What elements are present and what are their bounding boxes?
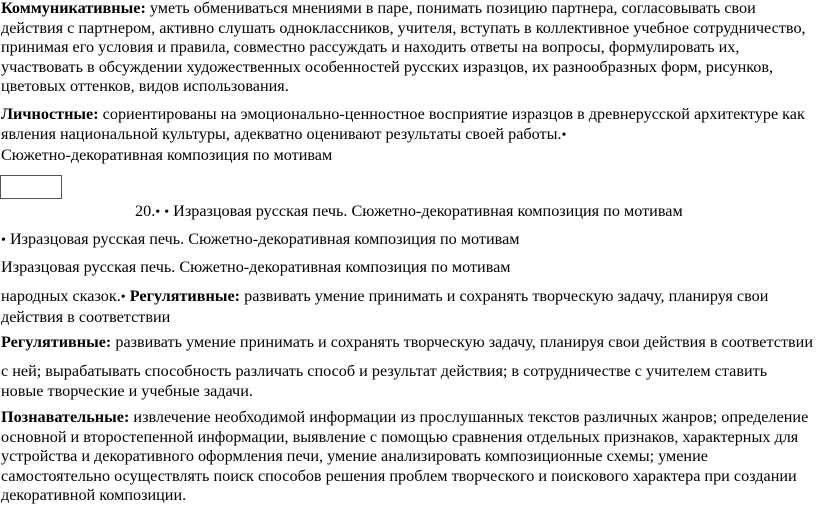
communicative-paragraph	[1, 0, 813, 97]
bullet-line	[1, 230, 813, 251]
plain-line: Изразцовая русская печь. Сюжетно-декоративная композиция по мотивам	[1, 258, 511, 276]
regulative-paragraph	[1, 333, 813, 353]
communicative-label: Коммуникативные:	[1, 0, 146, 17]
cognitive-label: Познавательные:	[1, 408, 130, 426]
slide-number: 20.	[135, 202, 156, 220]
bullet-icon: •	[155, 205, 161, 220]
personal-text: сориентированы на эмоционально-ценностное восприятие изразцов в древнерусской архитектуре как явления национальной культуры, адекватно оценивают результаты своей работы.	[1, 105, 805, 143]
personal-label: Личностные:	[1, 105, 99, 123]
cognitive-text: извлечение необходимой информации из прослушанных текстов различных жанров; определение основной и второстепенной информации, выявление с помощью сравнения отдельных признаков, характерных для устройства и декоративного оформления печи, умение анализировать композиционные схемы; умение самостоятельно осуществлять поиск способов решения проблем творческого и поискового характера при создании декоративной композиции.	[1, 408, 809, 504]
bullet-line-text: Изразцовая русская печь. Сюжетно-декоративная композиция по мотивам	[5, 230, 520, 248]
folk-tales-paragraph	[1, 287, 813, 327]
cognitive-paragraph	[1, 408, 813, 506]
bullet-icon: •	[561, 127, 567, 143]
regulative-label: Регулятивные:	[125, 287, 241, 305]
regulative-text: развивать умение принимать и сохранять творческую задачу, планируя свои действия в соответствии	[1, 287, 769, 326]
regulative-text: развивать умение принимать и сохранять творческую задачу, планируя свои действия в соответствии	[111, 333, 813, 351]
personal-paragraph	[1, 105, 813, 145]
caption-fragment: Сюжетно-декоративная композиция по мотивам	[1, 146, 333, 164]
bullet-icon: •	[164, 205, 170, 220]
continuation-paragraph: с ней; вырабатывать способность различать способ и результат действия; в сотрудничестве с учителем ставить новые творческие и учебные задачи.	[1, 362, 768, 400]
empty-image-frame	[0, 175, 62, 199]
bullet-icon: •	[1, 233, 6, 248]
folk-tales-text: народных сказок.	[1, 287, 121, 305]
slide-line	[135, 202, 815, 223]
bullet-icon: •	[120, 290, 126, 305]
slide-line-text: Изразцовая русская печь. Сюжетно-декоративная композиция по мотивам	[169, 202, 683, 220]
regulative-label: Регулятивные:	[1, 333, 112, 351]
communicative-text: уметь обмениваться мнениями в паре, понимать позицию партнера, согласовывать свои действия с партнером, активно слушать одноклассников, учителя, вступать в коллективное учебное сотрудничество, принимая его условия и правила, совместно рассуждать и находить ответы на вопросы, формулировать их, участвовать в обсуждении художественных особенностей русских изразцов, их разнообразных форм, рисунков, цветовых оттенков, видов использования.	[1, 0, 806, 95]
